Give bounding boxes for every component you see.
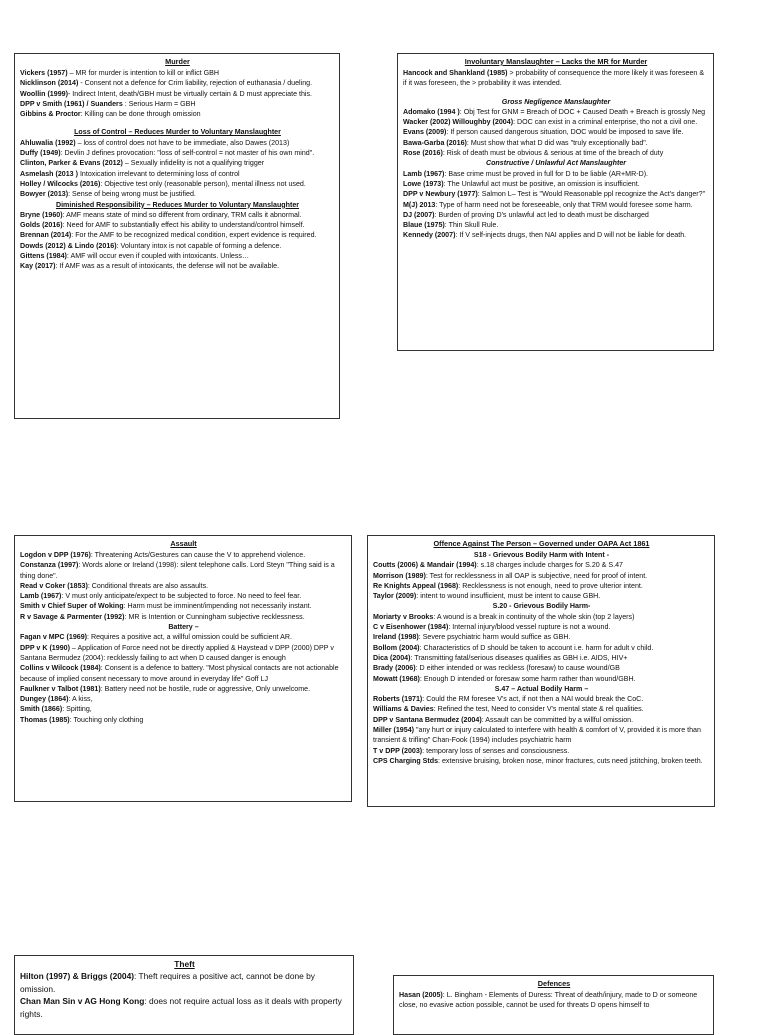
- involuntary-manslaughter-card: [397, 53, 714, 351]
- case-entry: [403, 210, 709, 220]
- involuntary-manslaughter-title: Involuntary Manslaughter – Lacks the MR for Murder: [464, 57, 648, 66]
- case-entry: [403, 107, 709, 117]
- case-text: : does not require actual loss as it deals with property rights.: [20, 996, 342, 1019]
- case-entry: [20, 612, 347, 622]
- case-name: T v DPP (2003): [373, 746, 423, 755]
- case-text: : Assault can be committed by a willful omission.: [481, 715, 634, 724]
- case-name: Kennedy (2007): [403, 231, 456, 240]
- case-entry: [20, 591, 347, 601]
- case-name: Roberts (1971): [373, 695, 423, 704]
- case-entry: [373, 622, 710, 632]
- case-text: > probability of consequence the more likely it was foreseen & if it was foreseen, the > probability it was intended.: [403, 69, 705, 88]
- case-entry: [20, 230, 335, 240]
- case-name: Bollom (2004): [373, 643, 420, 652]
- case-entry: [20, 684, 347, 694]
- loss-of-control-heading: Loss of Control – Reduces Murder to Voluntary Manslaughter: [74, 128, 281, 137]
- murder-lines: [20, 68, 335, 119]
- case-name: M(J) 2013: [403, 200, 436, 209]
- case-text: : Devlin J defines provocation: "loss of self-control = not master of his own mind".: [60, 149, 315, 158]
- case-entry: [373, 725, 710, 746]
- case-text: : Recklessness is not enough, need to prove ulterior intent.: [458, 581, 643, 590]
- case-name: Lowe (1973): [403, 179, 444, 188]
- case-text: : Base crime must be proved in full for D to be liable (AR+MR-D).: [444, 169, 649, 178]
- case-entry: [373, 571, 710, 581]
- case-name: Bowyer (2013): [20, 190, 69, 199]
- case-text: : Enough D intended or foresaw some harm rather than wound/GBH.: [419, 674, 636, 683]
- battery-lines: [20, 632, 347, 725]
- case-text: : If V self-injects drugs, then NAI applies and D will not be liable for death.: [455, 231, 687, 240]
- case-text: : A wound is a break in continuity of the whole skin (top 2 layers): [433, 612, 635, 621]
- case-text: : Burden of proving D's unlawful act led to death must be discharged: [434, 210, 649, 219]
- s47-lines: [373, 694, 710, 766]
- s18-heading: S18 - Grievous Bodily Harm with Intent -: [473, 551, 610, 559]
- case-name: CPS Charging Stds: [373, 756, 439, 765]
- case-name: C v Eisenhower (1984): [373, 623, 449, 632]
- case-entry: [403, 200, 709, 210]
- case-text: : MR is Intention or Cunningham subjective recklessness.: [124, 612, 305, 621]
- case-name: DPP v Smith (1961) / Suanders: [20, 99, 123, 108]
- murder-title: Murder: [165, 57, 190, 66]
- case-text: : Words alone or Ireland (1998): silent telephone calls. Lord Steyn "Thing said is a thing done".: [20, 561, 335, 580]
- case-text: – MR for murder is intention to kill or inflict GBH: [67, 69, 219, 77]
- defences-lines: [399, 990, 709, 1011]
- case-text: : DOC can exist in a criminal enterprise, tho not a civil one.: [513, 118, 698, 127]
- s18-lines: [373, 560, 710, 601]
- case-name: Re Knights Appeal (1968): [373, 581, 459, 590]
- case-name: Williams & Davies: [373, 705, 434, 714]
- case-entry: [373, 632, 710, 642]
- diminished-responsibility-heading: Diminished Responsibility – Reduces Murder to Voluntary Manslaughter: [55, 200, 300, 209]
- case-text: : A kiss,: [68, 695, 93, 704]
- loss-of-control-lines: [20, 138, 335, 200]
- case-entry: [20, 148, 335, 158]
- case-entry: [20, 138, 335, 148]
- case-name: Brennan (2014): [20, 231, 72, 240]
- case-entry: [403, 230, 709, 240]
- case-text: : AMF will occur even if coupled with intoxicants. Unless…: [66, 252, 250, 261]
- case-text: : Voluntary intox is not capable of forming a defence.: [116, 241, 282, 250]
- case-name: Nicklinson (2014): [20, 79, 79, 88]
- involuntary-lines: [403, 68, 709, 89]
- case-entry: [20, 210, 335, 220]
- case-text: – Application of Force need not be directly applied & Haystead v DPP (2000) DPP v Santana Bermudez (2004): recklessly failing to act when D caused danger is enough: [20, 643, 334, 662]
- case-entry: [20, 704, 347, 714]
- case-entry: [373, 560, 710, 570]
- case-entry: [373, 694, 710, 704]
- case-text: : s.18 charges include charges for S.20 & S.47: [476, 561, 623, 570]
- case-name: Coutts (2006) & Mandair (1994): [373, 561, 477, 570]
- case-entry: [20, 261, 335, 271]
- assault-title: Assault: [170, 539, 197, 548]
- case-name: Moriarty v Brooks: [373, 612, 434, 621]
- case-name: Rose (2016): [403, 149, 443, 158]
- case-entry: [403, 117, 709, 127]
- case-entry: [20, 89, 335, 99]
- case-entry: [20, 663, 347, 684]
- case-text: : V must only anticipate/expect to be subjected to force. No need to feel fear.: [61, 592, 302, 601]
- case-name: Taylor (2009): [373, 592, 417, 601]
- case-name: Blaue (1975): [403, 221, 445, 230]
- case-entry: [373, 663, 710, 673]
- case-text: : The Unlawful act must be positive, an omission is insufficient.: [443, 179, 640, 188]
- case-entry: [373, 612, 710, 622]
- case-name: Miller (1954): [373, 726, 415, 735]
- case-text: - Consent not a defence for Crim liability, rejection of euthanasia / dueling.: [78, 79, 313, 88]
- diminished-responsibility-lines: [20, 210, 335, 272]
- case-name: Bawa-Garba (2016): [403, 138, 467, 147]
- case-name: Gittens (1984): [20, 252, 67, 261]
- theft-title: Theft: [174, 959, 195, 969]
- s20-lines: [373, 612, 710, 684]
- case-name: R v Savage & Parmenter (1992): [20, 612, 125, 621]
- case-text: : AMF means state of mind so different from ordinary, TRM calls it abnormal.: [62, 210, 302, 219]
- case-entry: [373, 591, 710, 601]
- case-name: Smith v Chief Super of Woking: [20, 602, 124, 611]
- case-text: : Transmitting fatal/serious diseases qualifies as GBH i.e. AIDS, HIV+: [410, 653, 628, 662]
- case-text: : Severe psychiatric harm would suffice as GBH.: [418, 633, 571, 642]
- case-text: : Sense of being wrong must be justified.: [68, 190, 196, 199]
- case-name: Wacker (2002) Willoughby (2004): [403, 118, 514, 127]
- battery-heading: Battery –: [168, 623, 199, 632]
- case-entry: [20, 109, 335, 119]
- case-entry: [373, 756, 710, 766]
- case-text: : Test for recklessness in all OAP is subjective, need for proof of intent.: [425, 571, 648, 580]
- case-text: : Requires a positive act, a willful omission could be sufficient AR.: [87, 633, 292, 642]
- case-text: : Salmon L– Test is "Would Reasonable ppl recognize the Act's danger?": [477, 190, 706, 199]
- case-entry: [20, 694, 347, 704]
- case-text: : Harm must be imminent/impending not necessarily instant.: [123, 602, 312, 611]
- case-name: Evans (2009): [403, 128, 447, 137]
- case-text: : Threatening Acts/Gestures can cause the V to apprehend violence.: [90, 551, 306, 559]
- case-text: "any hurt or injury calculated to interfere with health & comfort of V, provided it is more than transient & trifling" Chan-Fook (1994) includes psychiatric harm: [373, 726, 701, 745]
- case-entry: [20, 995, 349, 1020]
- case-text: : Characteristics of D should be taken to account i.e. harm for adult v child.: [419, 643, 654, 652]
- case-text: Intoxication irrelevant to determining loss of control: [77, 169, 240, 178]
- case-name: Dica (2004): [373, 653, 411, 662]
- case-entry: [20, 632, 347, 642]
- case-text: : For the AMF to be recognized medical condition, expert evidence is required.: [71, 231, 317, 240]
- case-text: : Objective test only (reasonable person), mental illness not used.: [100, 179, 306, 188]
- case-text: – Sexually infidelity is not a qualifying trigger: [122, 159, 265, 168]
- case-name: Smith (1866): [20, 705, 63, 714]
- gross-negligence-heading: Gross Negligence Manslaughter: [501, 97, 611, 106]
- case-name: Hilton (1997) & Briggs (2004): [20, 971, 135, 981]
- case-text: : Need for AMF to substantially effect his ability to understand/control himself.: [62, 221, 305, 230]
- case-name: Logdon v DPP (1976): [20, 551, 91, 559]
- case-text: : Touching only clothing: [69, 715, 144, 724]
- case-name: Dungey (1864): [20, 695, 69, 704]
- case-name: Hasan (2005): [399, 991, 443, 999]
- constructive-manslaughter-lines: [403, 169, 709, 241]
- case-entry: [403, 138, 709, 148]
- case-name: DPP v Newbury (1977): [403, 190, 478, 199]
- s20-heading: S.20 - Grievous Bodily Harm-: [492, 602, 591, 611]
- case-text: : Theft requires a positive act, cannot be done by omission.: [20, 971, 315, 994]
- case-entry: [20, 643, 347, 664]
- case-text: : Refined the test, Need to consider V's mental state & rel qualities.: [433, 705, 644, 714]
- case-entry: [20, 581, 347, 591]
- case-name: DPP v K (1990): [20, 643, 70, 652]
- case-text: : Consent is a defence to battery. "Most physical contacts are not actionable because of implied consent necessary to move around in everyday life" Goff LJ: [20, 664, 339, 683]
- oapa-title: Offence Against The Person – Governed under OAPA Act 1861: [433, 539, 650, 548]
- case-name: Clinton, Parker & Evans (2012): [20, 159, 123, 168]
- case-name: Chan Man Sin v AG Hong Kong: [20, 996, 145, 1006]
- case-text: : Spitting,: [62, 705, 92, 714]
- case-text: : If person caused dangerous situation, DOC would be imposed to save life.: [446, 128, 684, 137]
- case-name: Ireland (1998): [373, 633, 419, 642]
- assault-lines: [20, 550, 347, 622]
- case-entry: [399, 990, 709, 1011]
- case-name: Lamb (1967): [403, 169, 445, 178]
- case-entry: [373, 746, 710, 756]
- case-entry: [403, 148, 709, 158]
- case-entry: [20, 601, 347, 611]
- case-name: Read v Coker (1853): [20, 581, 88, 590]
- murder-card: [14, 53, 340, 419]
- case-name: Ahluwalia (1992): [20, 138, 76, 147]
- theft-card: [14, 955, 354, 1035]
- case-name: Asmelash (2013 ): [20, 169, 78, 178]
- case-text: : If AMF was as a result of intoxicants, the defense will not be available.: [55, 262, 280, 271]
- case-entry: [20, 99, 335, 109]
- case-name: Vickers (1957): [20, 69, 68, 77]
- case-text: : Risk of death must be obvious & serious at time of the breach of duty: [442, 149, 664, 158]
- case-name: Collins v Wilcock (1984): [20, 664, 101, 673]
- case-entry: [373, 704, 710, 714]
- case-name: Fagan v MPC (1969): [20, 633, 88, 642]
- case-name: Hancock and Shankland (1985): [403, 69, 508, 77]
- defences-card: [393, 975, 714, 1035]
- case-entry: [373, 674, 710, 684]
- gross-negligence-lines: [403, 107, 709, 158]
- case-name: Mowatt (1968): [373, 674, 420, 683]
- case-text: : Obj Test for GNM = Breach of DOC + Caused Death + Breach is grossly Neg: [459, 107, 706, 116]
- case-text: : Type of harm need not be foreseeable, only that TRM would foresee some harm.: [435, 200, 693, 209]
- constructive-manslaughter-heading: Constructive / Unlawful Act Manslaughter: [485, 159, 627, 168]
- case-entry: [20, 715, 347, 725]
- case-entry: [403, 220, 709, 230]
- case-entry: [403, 127, 709, 137]
- theft-lines: [20, 970, 349, 1020]
- case-entry: [20, 560, 347, 581]
- case-name: Woollin (1999): [20, 89, 68, 98]
- case-name: Dowds (2012) & Lindo (2016): [20, 241, 117, 250]
- case-text: : Internal injury/blood vessel rupture is not a wound.: [448, 623, 611, 632]
- case-entry: [20, 78, 335, 88]
- case-name: DJ (2007): [403, 210, 435, 219]
- case-entry: [20, 220, 335, 230]
- case-name: Constanza (1997): [20, 561, 79, 570]
- case-text: : Battery need not be hostile, rude or aggressive, Only unwelcome.: [100, 684, 311, 693]
- case-entry: [20, 169, 335, 179]
- case-name: Adomako (1994 ): [403, 107, 460, 116]
- case-name: Brady (2006): [373, 664, 416, 673]
- case-name: Morrison (1989): [373, 571, 426, 580]
- defences-title: Defences: [537, 979, 571, 988]
- case-entry: [373, 581, 710, 591]
- case-name: Golds (2016): [20, 221, 63, 230]
- case-entry: [20, 241, 335, 251]
- case-text: : Could the RM foresee V's act, if not then a NAI would break the CoC.: [422, 695, 644, 704]
- case-text: : intent to wound insufficient, must be intent to cause GBH.: [416, 592, 601, 601]
- case-entry: [403, 169, 709, 179]
- case-text: : Conditional threats are also assaults.: [87, 581, 209, 590]
- case-name: Faulkner v Talbot (1981): [20, 684, 101, 693]
- case-name: Lamb (1967): [20, 592, 62, 601]
- case-text: - Indirect Intent, death/GBH must be virtually certain & D must appreciate this.: [67, 89, 313, 98]
- case-entry: [20, 251, 335, 261]
- case-entry: [20, 189, 335, 199]
- case-name: Thomas (1985): [20, 715, 70, 724]
- case-entry: [20, 550, 347, 560]
- s47-heading: S.47 – Actual Bodily Harm –: [494, 684, 589, 693]
- case-entry: [373, 715, 710, 725]
- case-name: Gibbins & Proctor: [20, 110, 81, 119]
- case-entry: [373, 643, 710, 653]
- case-entry: [20, 179, 335, 189]
- case-text: : Thin Skull Rule.: [444, 221, 499, 230]
- case-text: : L. Bingham - Elements of Duress: Threat of death/injury, made to D or someone close, no evasive action possible, cannot be used for threats D opens himself to: [399, 991, 698, 1010]
- case-entry: [20, 970, 349, 995]
- case-entry: [20, 68, 335, 78]
- case-name: Holley / Wilcocks (2016): [20, 179, 101, 188]
- case-text: : D either intended or was reckless (foresaw) to cause wound/GB: [415, 664, 620, 673]
- case-name: DPP v Santana Bermudez (2004): [373, 715, 482, 724]
- case-entry: [403, 179, 709, 189]
- case-entry: [373, 653, 710, 663]
- case-text: : Serious Harm = GBH: [122, 99, 196, 108]
- case-entry: [403, 68, 709, 89]
- case-text: : Killing can be done through omission: [80, 110, 201, 119]
- case-entry: [20, 158, 335, 168]
- case-name: Kay (2017): [20, 262, 56, 271]
- case-entry: [403, 189, 709, 199]
- assault-card: [14, 535, 352, 802]
- case-name: Duffy (1949): [20, 149, 61, 158]
- case-text: : Must show that what D did was "truly exceptionally bad".: [466, 138, 648, 147]
- case-name: Bryne (1960): [20, 210, 63, 219]
- case-text: – loss of control does not have to be immediate, also Dawes (2013): [75, 138, 290, 147]
- case-text: : extensive bruising, broken nose, minor fractures, cuts need jstitching, broken teeth.: [438, 756, 703, 765]
- case-text: : temporary loss of senses and consciousness.: [422, 746, 570, 755]
- oapa-card: [367, 535, 715, 807]
